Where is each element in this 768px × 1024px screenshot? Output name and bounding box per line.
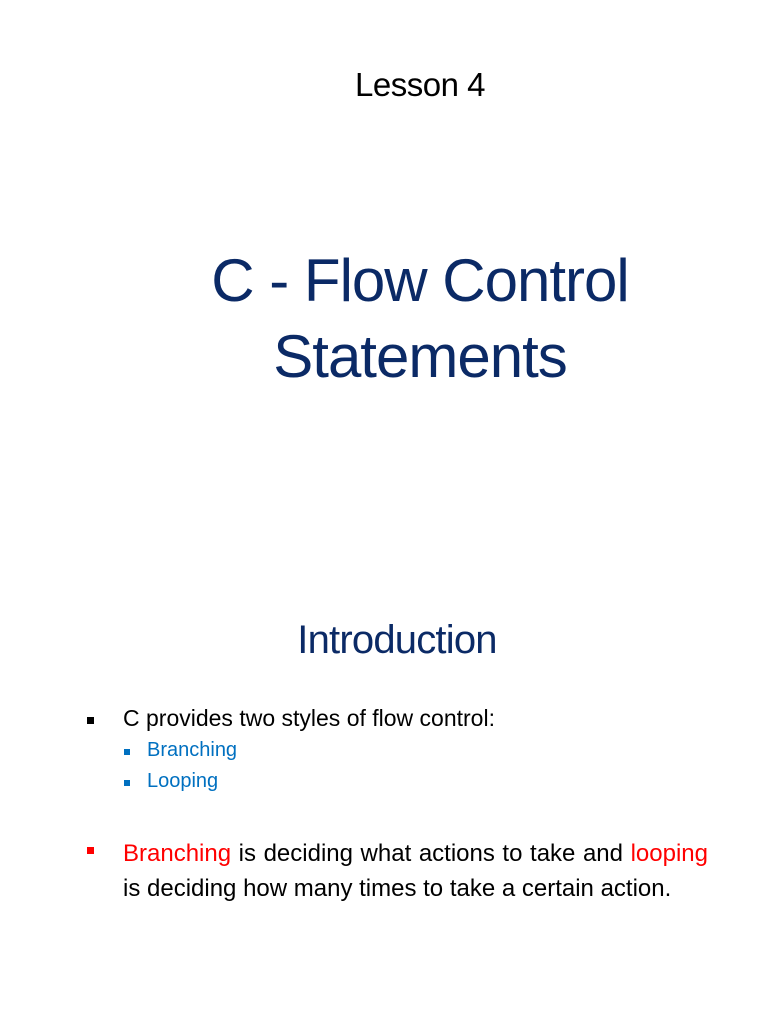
square-bullet-icon (87, 847, 94, 854)
section-heading: Introduction (297, 618, 497, 662)
subitem-label: Looping (147, 770, 219, 792)
bullet-flow-control-styles (87, 705, 495, 732)
subitem-label: Branching (147, 739, 238, 761)
subitem-branching (124, 739, 237, 762)
lesson-label: Lesson 4 (355, 66, 485, 103)
highlight-looping: looping (630, 840, 708, 867)
highlight-branching: Branching (123, 840, 232, 867)
bullet-text: C provides two styles of flow control: (123, 705, 495, 731)
square-bullet-icon (124, 780, 130, 786)
definition-text-part-2: is deciding how many times to take a certain action. (123, 875, 672, 902)
definition-paragraph (123, 836, 708, 906)
main-title (0, 243, 768, 395)
square-bullet-icon (124, 749, 130, 755)
introduction-slide (0, 512, 768, 1024)
main-title-line-1: C - Flow Control (211, 247, 629, 314)
main-title-line-2: Statements (273, 323, 567, 390)
subitem-looping (124, 770, 218, 793)
definition-text-part-1: is deciding what actions to take and (231, 840, 631, 867)
bullet-definition (87, 839, 94, 854)
square-bullet-icon (87, 717, 94, 724)
